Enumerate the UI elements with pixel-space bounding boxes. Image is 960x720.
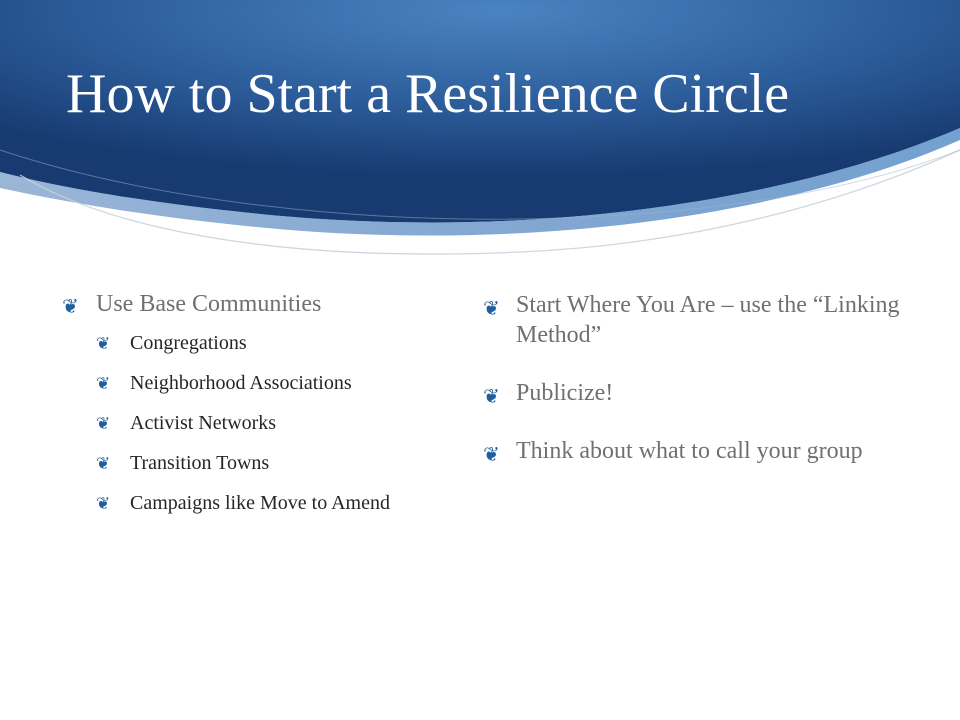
sub-bullet-item (62, 371, 462, 396)
bullet-text: Use Base Communities (96, 291, 322, 317)
sub-bullet-list (62, 331, 462, 516)
bullet-text: Start Where You Are – use the “Linking Method” (516, 292, 900, 348)
fleuron-bullet-icon: ❦ (96, 454, 111, 474)
sub-bullet-item (62, 331, 462, 356)
bullet-item (483, 436, 903, 466)
sub-bullet-item (62, 451, 462, 476)
bullet-item (483, 290, 903, 350)
fleuron-bullet-icon: ❦ (96, 374, 111, 394)
fleuron-bullet-icon: ❦ (96, 494, 111, 514)
fleuron-bullet-icon: ❦ (96, 414, 111, 434)
sub-bullet-text: Campaigns like Move to Amend (130, 492, 390, 514)
bullet-text: Publicize! (516, 380, 614, 406)
left-bullet-list (62, 290, 462, 531)
sub-bullet-text: Activist Networks (130, 412, 277, 434)
fleuron-bullet-icon: ❦ (62, 294, 79, 318)
sub-bullet-text: Congregations (130, 332, 247, 354)
slide-title: How to Start a Resilience Circle (66, 63, 790, 125)
sub-bullet-item (62, 411, 462, 436)
fleuron-bullet-icon: ❦ (96, 334, 111, 354)
sub-bullet-item (62, 491, 462, 516)
sub-bullet-text: Transition Towns (130, 452, 270, 474)
bullet-base-communities (62, 290, 462, 516)
fleuron-bullet-icon: ❦ (483, 384, 500, 408)
bullet-text: Think about what to call your group (516, 438, 863, 464)
fleuron-bullet-icon: ❦ (483, 442, 500, 466)
right-bullet-list (483, 290, 903, 494)
sub-bullet-text: Neighborhood Associations (130, 372, 352, 394)
fleuron-bullet-icon: ❦ (483, 296, 500, 320)
bullet-item (483, 378, 903, 408)
title-banner (0, 0, 960, 300)
